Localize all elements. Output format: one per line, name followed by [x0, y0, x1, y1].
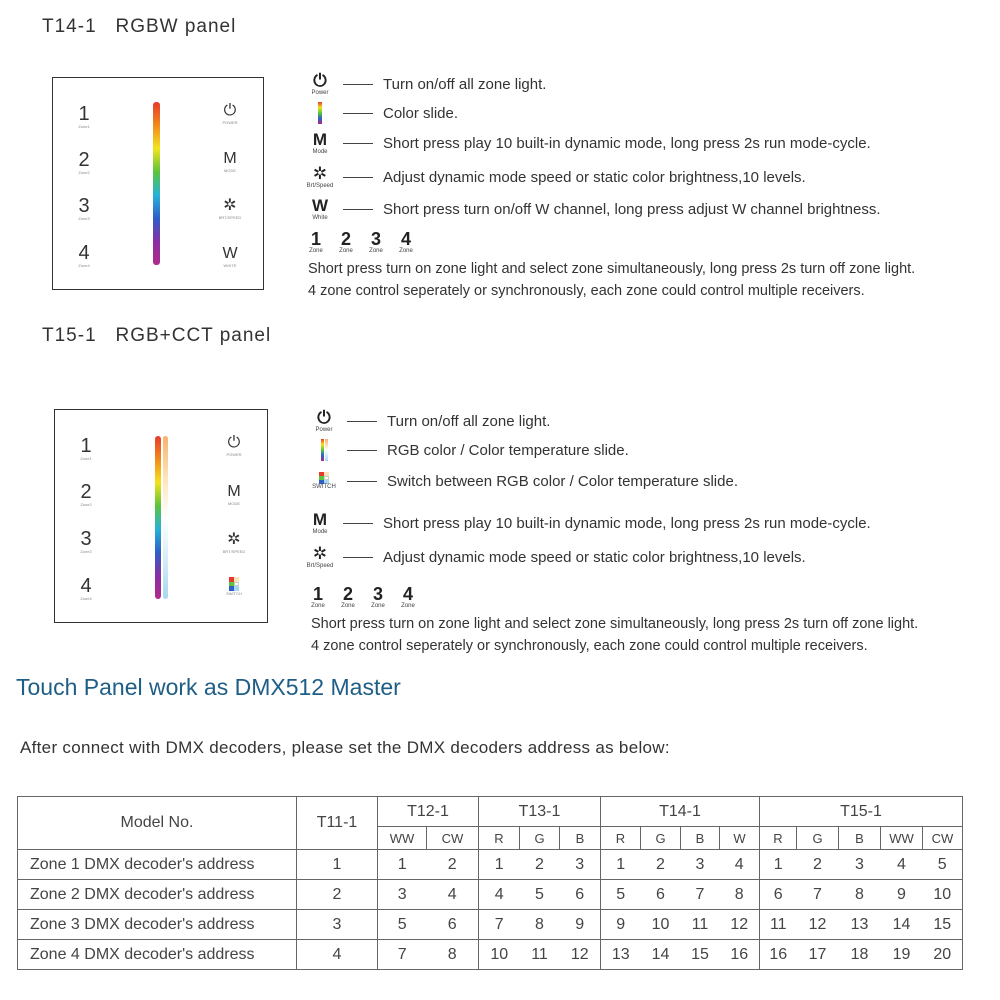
address-cell: 1 [479, 850, 520, 880]
zone-address-label: Zone 2 DMX decoder's address [18, 880, 297, 910]
address-cell: 5 [923, 850, 963, 880]
dmx-address-table [17, 796, 963, 970]
address-cell: 2 [520, 850, 560, 880]
address-cell: 6 [427, 910, 479, 940]
address-cell: 4 [881, 850, 923, 880]
address-cell: 8 [839, 880, 881, 910]
dmx-intro-text: After connect with DMX decoders, please set the DMX decoders address as below: [20, 738, 670, 757]
address-cell: 4 [479, 880, 520, 910]
address-cell: 16 [760, 940, 797, 970]
address-cell: 9 [560, 910, 601, 940]
model-header: T13-1 [479, 797, 601, 827]
table-header-row [18, 797, 963, 827]
zone-note-2: 4 zone control seperately or synchronously, each zone could control multiple receivers. [311, 638, 868, 654]
zone-note-1: Short press turn on zone light and select zone simultaneously, long press 2s turn off zone light. [308, 261, 916, 277]
panel-brightness-icon: ✲ BRT/SPEED [218, 197, 242, 220]
panel-zone-3: 3 Zone3 [78, 195, 90, 221]
zone-address-label: Zone 1 DMX decoder's address [18, 850, 297, 880]
address-cell: 2 [797, 850, 839, 880]
rgb-slide-bar [155, 436, 161, 599]
address-cell: 9 [601, 910, 641, 940]
panel-zone-2: 2 Zone2 [80, 481, 92, 507]
address-cell: 15 [923, 910, 963, 940]
zone-note-2: 4 zone control seperately or synchronously, each zone could control multiple receivers. [308, 283, 865, 299]
address-cell: 12 [720, 910, 760, 940]
address-cell: 7 [681, 880, 720, 910]
address-cell: 6 [641, 880, 681, 910]
address-cell: 13 [839, 910, 881, 940]
address-cell: 3 [378, 880, 427, 910]
zone-keys-t14: 1 Zone 2 Zone 3 Zone 4 Zone [309, 229, 413, 254]
address-cell: 5 [520, 880, 560, 910]
t14-panel-image [52, 77, 264, 290]
panel-mode-icon: M MODE [223, 150, 237, 173]
table-row [18, 910, 963, 940]
address-cell: 10 [641, 910, 681, 940]
address-cell: 10 [479, 940, 520, 970]
legend-power: ⏻ Power Turn on/off all zone light. [307, 409, 550, 434]
address-cell: 6 [760, 880, 797, 910]
zone-keys-t15: 1 Zone 2 Zone 3 Zone 4 Zone [311, 584, 415, 609]
cct-slide-bar [163, 436, 168, 599]
address-cell: 3 [297, 910, 378, 940]
zone-address-label: Zone 4 DMX decoder's address [18, 940, 297, 970]
mode-icon: M Mode [312, 130, 328, 155]
section-title-t14: T14-1 RGBW panel [42, 16, 237, 37]
white-icon: W White [311, 196, 329, 221]
channel-header: R [479, 827, 520, 850]
channel-header: G [797, 827, 839, 850]
address-cell: 18 [839, 940, 881, 970]
address-cell: 16 [720, 940, 760, 970]
address-cell: 1 [760, 850, 797, 880]
address-cell: 12 [797, 910, 839, 940]
panel-zone-3: 3 Zone3 [80, 528, 92, 554]
model-header: T11-1 [297, 797, 378, 850]
address-cell: 1 [378, 850, 427, 880]
panel-zone-2: 2 Zone2 [78, 149, 90, 175]
address-cell: 8 [427, 940, 479, 970]
panel-zone-4: 4 Zone4 [80, 575, 92, 601]
legend-white: W White Short press turn on/off W channel, long press adjust W channel brightness. [303, 197, 881, 222]
panel-zone-4: 4 Zone4 [78, 242, 90, 268]
address-cell: 7 [797, 880, 839, 910]
panel-power-icon: ⏻ POWER [226, 434, 242, 457]
channel-header: R [601, 827, 641, 850]
channel-header: G [520, 827, 560, 850]
switch-icon: SWITCH [307, 472, 341, 491]
legend-brightness: ✲ Brt/Speed Adjust dynamic mode speed or static color brightness,10 levels. [303, 165, 806, 190]
address-cell: 2 [297, 880, 378, 910]
panel-white-icon: W WHITE [222, 245, 238, 268]
address-cell: 14 [881, 910, 923, 940]
address-cell: 4 [297, 940, 378, 970]
address-cell: 11 [681, 910, 720, 940]
zone-note-1: Short press turn on zone light and select zone simultaneously, long press 2s turn off zone light. [311, 616, 919, 632]
channel-header: B [839, 827, 881, 850]
channel-header: G [641, 827, 681, 850]
model-header: T15-1 [760, 797, 963, 827]
address-cell: 3 [560, 850, 601, 880]
panel-power-icon: ⏻ POWER [222, 102, 238, 125]
address-cell: 11 [760, 910, 797, 940]
address-cell: 7 [378, 940, 427, 970]
address-cell: 14 [641, 940, 681, 970]
channel-header: CW [427, 827, 479, 850]
mode-icon: M Mode [312, 510, 328, 535]
address-cell: 7 [479, 910, 520, 940]
color-slide-bar [153, 102, 160, 265]
address-cell: 4 [720, 850, 760, 880]
model-header: T14-1 [601, 797, 760, 827]
address-cell: 4 [427, 880, 479, 910]
legend-color-slide: Color slide. [303, 102, 458, 124]
address-cell: 2 [427, 850, 479, 880]
channel-header: WW [881, 827, 923, 850]
address-cell: 8 [720, 880, 760, 910]
address-cell: 9 [881, 880, 923, 910]
model-header: T12-1 [378, 797, 479, 827]
power-icon: ⏻ Power [311, 71, 329, 96]
legend-mode: M Mode Short press play 10 built-in dynamic mode, long press 2s run mode-cycle. [303, 511, 871, 536]
address-cell: 19 [881, 940, 923, 970]
address-cell: 20 [923, 940, 963, 970]
address-cell: 15 [681, 940, 720, 970]
legend-brightness: ✲ Brt/Speed Adjust dynamic mode speed or static color brightness,10 levels. [303, 545, 806, 570]
panel-brightness-icon: ✲ BRT/SPEED [222, 531, 246, 554]
color-slide-icon [303, 102, 337, 124]
channel-header: WW [378, 827, 427, 850]
address-cell: 5 [601, 880, 641, 910]
address-cell: 3 [681, 850, 720, 880]
table-row [18, 880, 963, 910]
channel-header: B [681, 827, 720, 850]
power-icon: ⏻ Power [315, 408, 333, 433]
channel-header: B [560, 827, 601, 850]
channel-header: W [720, 827, 760, 850]
legend-switch: SWITCH Switch between RGB color / Color temperature slide. [307, 472, 738, 491]
table-row [18, 850, 963, 880]
legend-power: ⏻ Power Turn on/off all zone light. [303, 72, 546, 97]
dmx-section-title: Touch Panel work as DMX512 Master [16, 674, 401, 700]
brightness-speed-icon: ✲ Brt/Speed [306, 544, 334, 569]
address-cell: 2 [641, 850, 681, 880]
brightness-speed-icon: ✲ Brt/Speed [306, 164, 334, 189]
address-cell: 13 [601, 940, 641, 970]
address-cell: 11 [520, 940, 560, 970]
panel-zone-1: 1 Zone1 [80, 435, 92, 461]
address-cell: 1 [601, 850, 641, 880]
address-cell: 12 [560, 940, 601, 970]
rgb-cct-slide-icon [307, 439, 341, 461]
panel-zone-1: 1 Zone1 [78, 103, 90, 129]
panel-mode-icon: M MODE [227, 483, 241, 506]
address-cell: 10 [923, 880, 963, 910]
legend-mode: M Mode Short press play 10 built-in dynamic mode, long press 2s run mode-cycle. [303, 131, 871, 156]
section-title-t15: T15-1 RGB+CCT panel [42, 325, 272, 346]
zone-address-label: Zone 3 DMX decoder's address [18, 910, 297, 940]
address-cell: 1 [297, 850, 378, 880]
address-cell: 5 [378, 910, 427, 940]
address-cell: 17 [797, 940, 839, 970]
table-row [18, 940, 963, 970]
t15-panel-image [54, 409, 268, 623]
address-cell: 8 [520, 910, 560, 940]
panel-switch-icon: SWITCH [219, 577, 249, 596]
address-cell: 3 [839, 850, 881, 880]
legend-rgb-cct-slide: RGB color / Color temperature slide. [307, 439, 629, 461]
address-cell: 6 [560, 880, 601, 910]
model-no-header: Model No. [18, 797, 297, 850]
channel-header: CW [923, 827, 963, 850]
channel-header: R [760, 827, 797, 850]
